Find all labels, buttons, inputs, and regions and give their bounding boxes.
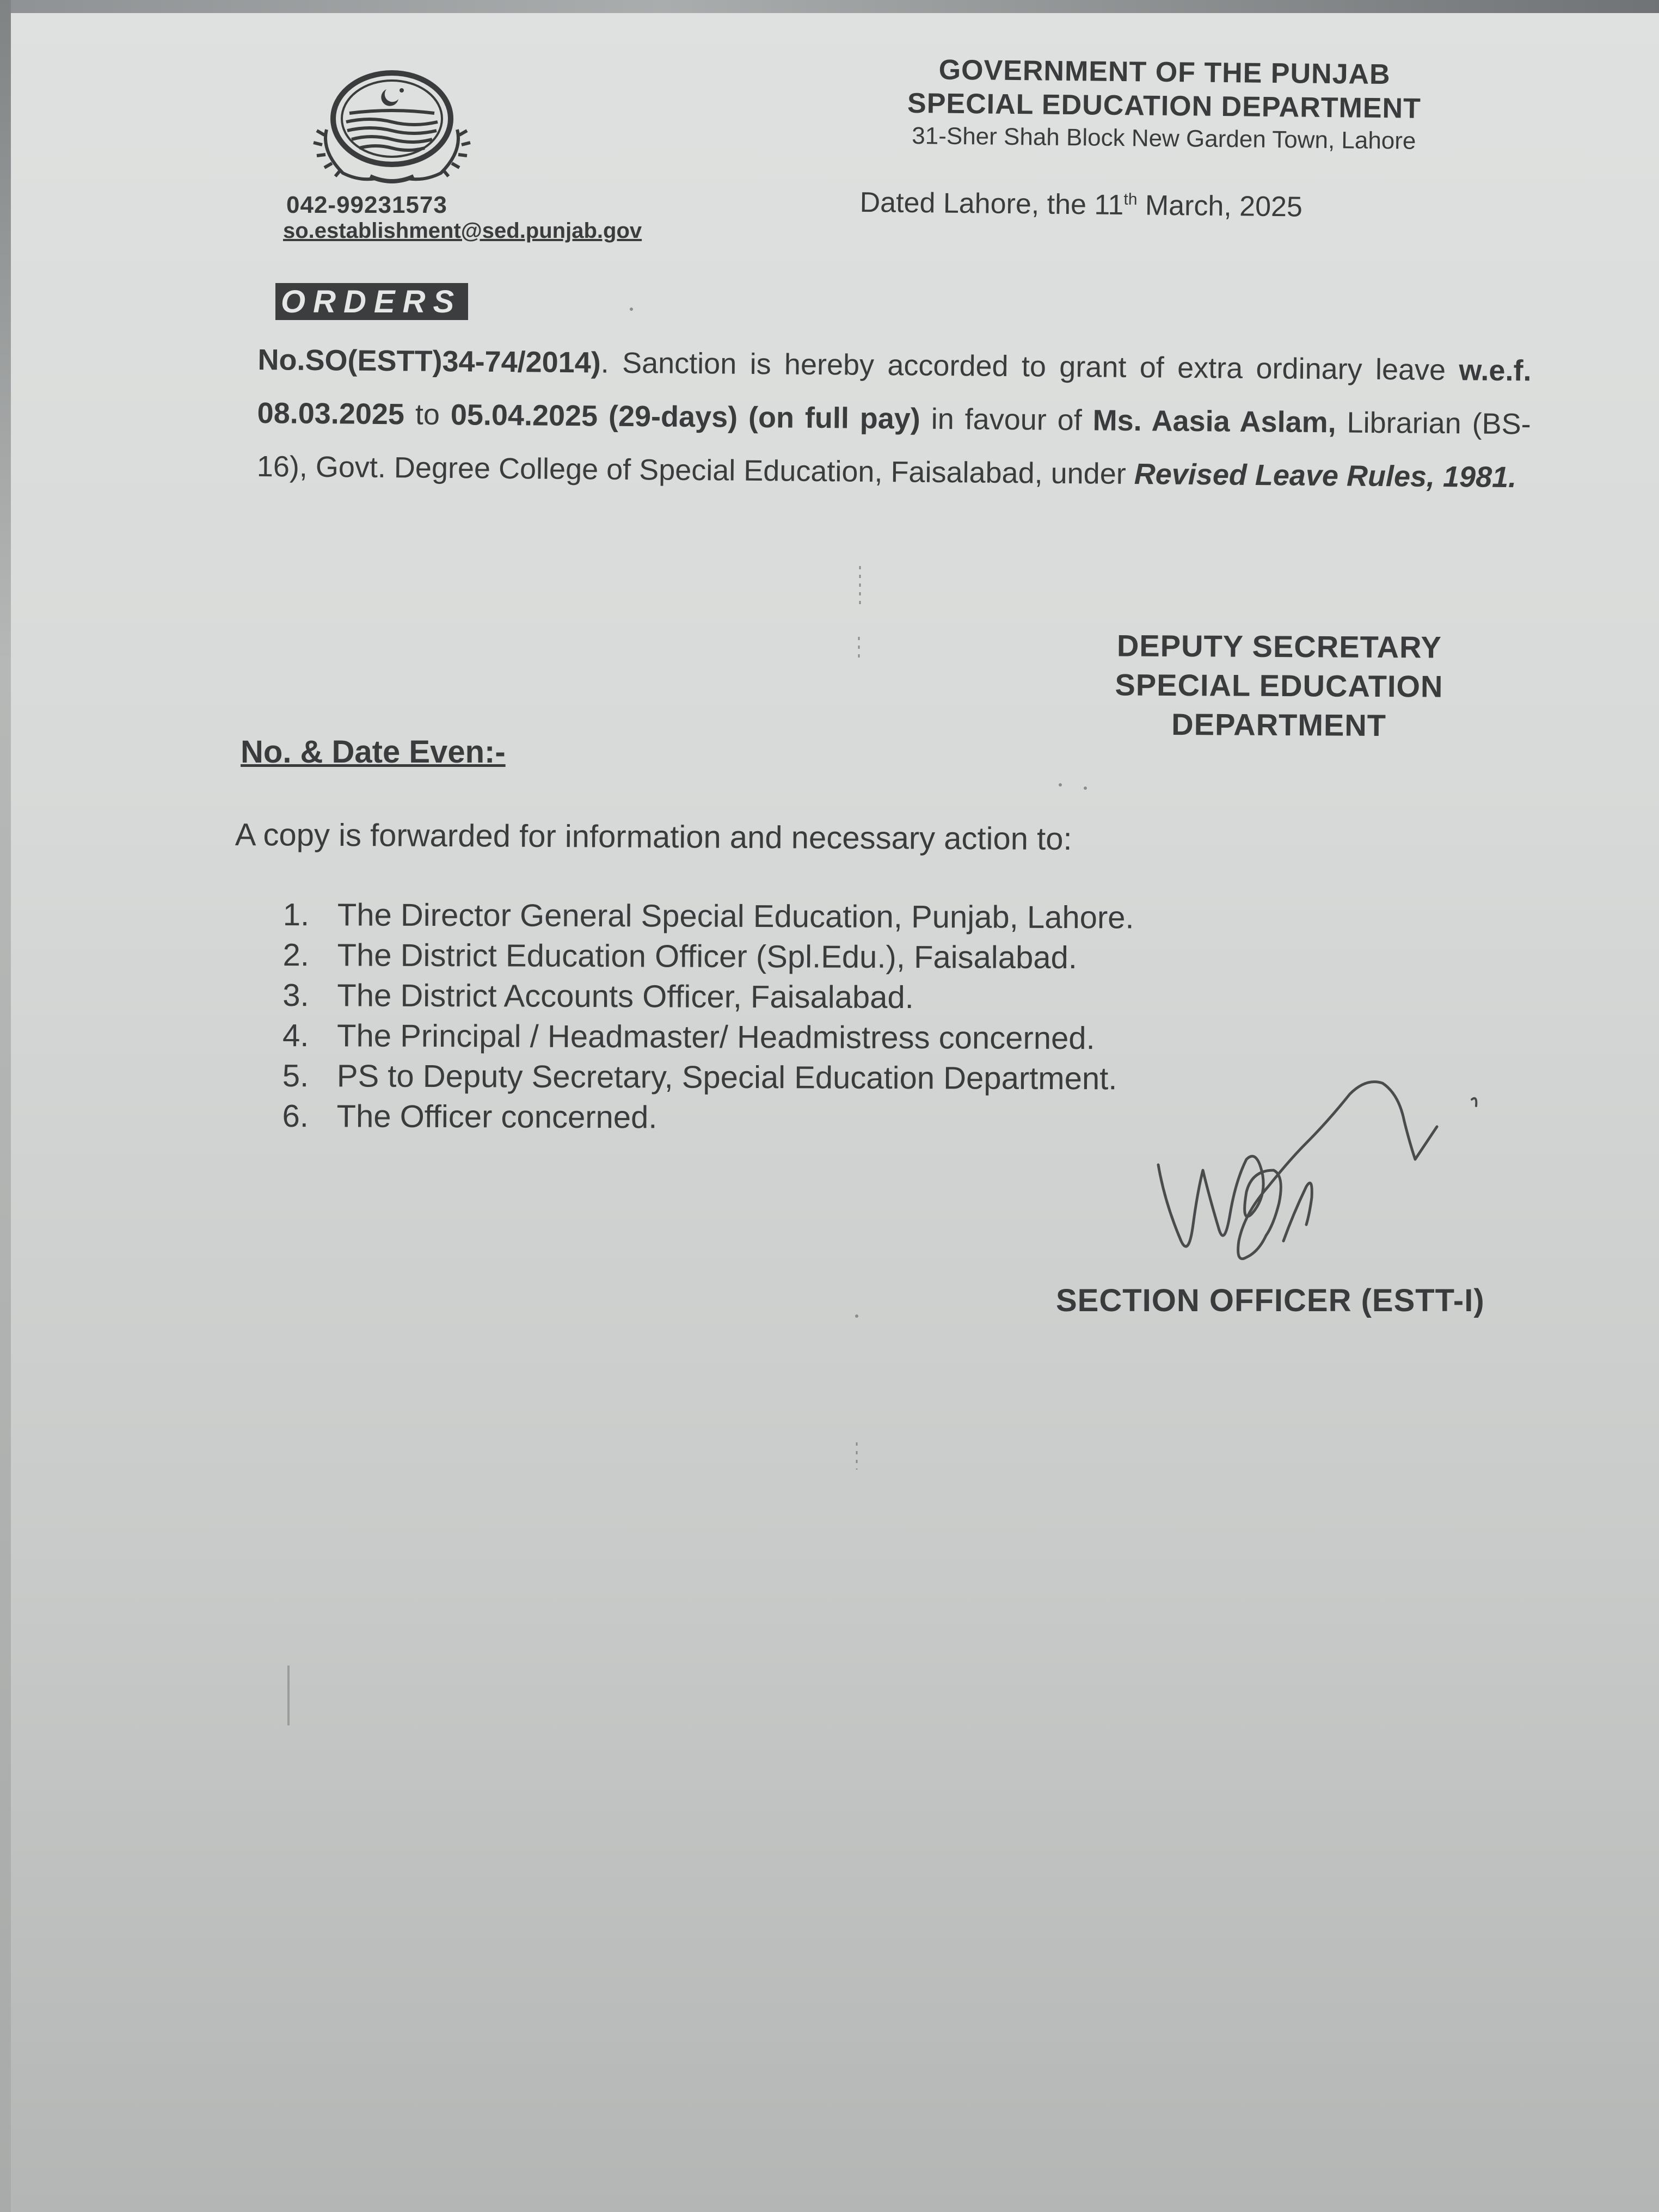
deputy-line1: DEPUTY SECRETARY <box>1116 628 1442 665</box>
list-text: The Director General Special Education, Punjab, Lahore. <box>337 897 1134 936</box>
phone-number: 042-99231573 <box>286 192 447 218</box>
list-text: The Officer concerned. <box>336 1098 658 1135</box>
list-text: The Principal / Headmaster/ Headmistress concerned. <box>336 1018 1095 1056</box>
government-of-punjab-emblem-icon <box>305 70 479 189</box>
reference-number: No.SO(ESTT)34-74/2014) <box>257 343 601 379</box>
letterhead-title <box>859 52 1470 158</box>
distribution-list <box>282 895 1134 1139</box>
dated-prefix: Dated Lahore, the 11 <box>859 186 1124 222</box>
gov-line2: SPECIAL EDUCATION DEPARTMENT <box>907 87 1422 125</box>
order-text-4: Librarian (BS-16), Govt. Degree College of Special Education, Faisalabad, under <box>256 406 1531 491</box>
dated-suffix: March, 2025 <box>1137 189 1303 223</box>
list-item <box>282 975 1134 1018</box>
email-address: so.establishment@sed.punjab.gov <box>283 219 642 243</box>
list-text: PS to Deputy Secretary, Special Education Department. <box>336 1058 1117 1097</box>
order-text-3: in favour of <box>920 402 1093 437</box>
orders-heading: ORDERS <box>275 283 468 320</box>
order-paragraph <box>256 333 1531 504</box>
list-number: 5. <box>282 1058 309 1094</box>
list-item <box>282 935 1134 978</box>
employee-name: Ms. Aasia Aslam, <box>1092 404 1336 439</box>
gov-line1: GOVERNMENT OF THE PUNJAB <box>938 54 1391 91</box>
list-number: 1. <box>282 897 310 933</box>
list-number: 6. <box>282 1098 309 1134</box>
deputy-secretary-block <box>1055 626 1502 746</box>
list-number: 4. <box>282 1017 309 1054</box>
list-item <box>282 1016 1134 1059</box>
deputy-line2: SPECIAL EDUCATION <box>1115 667 1443 704</box>
deputy-line3: DEPARTMENT <box>1171 706 1387 743</box>
dated-sup: th <box>1123 190 1138 209</box>
order-text-2: to <box>404 398 451 432</box>
forward-intro: A copy is forwarded for information and necessary action to: <box>235 817 1072 857</box>
list-text: The District Accounts Officer, Faisalabad. <box>337 978 914 1016</box>
leave-rules: Revised Leave Rules, 1981. <box>1134 458 1517 494</box>
list-item <box>282 1096 1133 1139</box>
list-item <box>282 1056 1134 1099</box>
list-number: 2. <box>282 937 310 973</box>
page-edge-top <box>0 0 1659 13</box>
no-date-even-heading: No. & Date Even:- <box>241 734 506 770</box>
list-text: The District Education Officer (Spl.Edu.), Faisalabad. <box>337 937 1078 976</box>
order-text-1: . Sanction is hereby accorded to grant of extra ordinary leave <box>600 346 1459 387</box>
page-edge-left <box>0 0 11 2212</box>
list-number: 3. <box>282 977 309 1013</box>
handwritten-signature-icon <box>1143 1061 1491 1301</box>
date-line <box>859 186 1302 224</box>
leave-end: 05.04.2025 (29-days) (on full pay) <box>450 398 921 435</box>
leave-start: w.e.f. 08.03.2025 <box>257 354 1532 431</box>
address: 31-Sher Shah Block New Garden Town, Lahore <box>912 122 1416 155</box>
list-item <box>283 895 1134 938</box>
section-officer-designation: SECTION OFFICER (ESTT-I) <box>1056 1283 1485 1318</box>
